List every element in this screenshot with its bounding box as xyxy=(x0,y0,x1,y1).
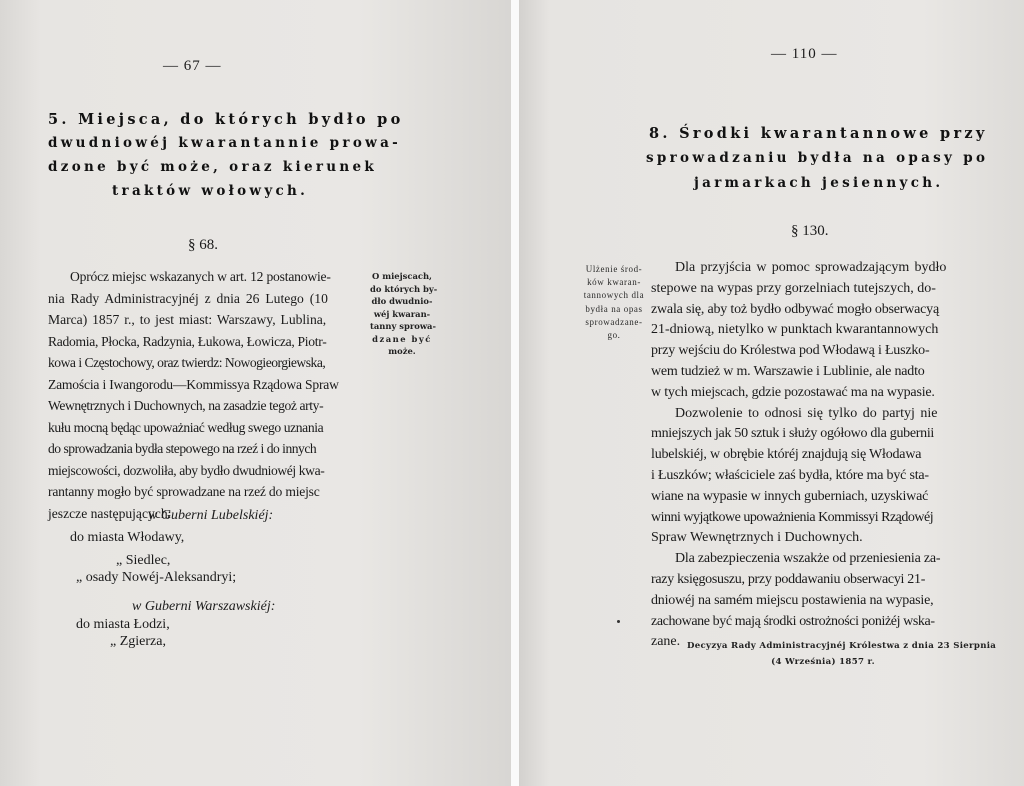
text-line: stepowe na wypas przy gorzelniach tutejszych, do- xyxy=(651,280,936,296)
margin-note-line: bydła na opas xyxy=(585,303,643,314)
heading-line: jarmarkach jesiennych. xyxy=(694,175,944,191)
text-line: przy wejściu do Królestwa pod Włodawą i Łuszko- xyxy=(651,343,930,359)
text-line: wem tudzież w m. Warszawie i Lublinie, ale nadto xyxy=(651,363,925,379)
margin-note-line: go. xyxy=(607,330,621,341)
right-page xyxy=(519,0,1024,786)
text-line: w tych miejscach, gdzie pozostawać ma na wypasie. xyxy=(651,384,935,400)
margin-note-line: dzane być xyxy=(372,333,432,344)
list-item: „ Siedlec, xyxy=(116,553,171,568)
paragraph-number: § 130. xyxy=(791,223,829,239)
page-number: — 67 — xyxy=(163,58,222,74)
text-line: zane. xyxy=(651,634,681,650)
margin-note-line: dło dwudnio- xyxy=(371,296,433,306)
text-line: kułu mocną będąc upoważniać według swego uznania xyxy=(48,419,324,435)
heading-line: 8. Środki kwarantannowe przy xyxy=(649,125,988,142)
heading-line: sprowadzaniu bydła na opasy po xyxy=(646,150,989,166)
gubernia-heading: w Guberni Lubelskiéj: xyxy=(148,508,274,523)
margin-note-line: sprowadzane- xyxy=(585,316,643,327)
left-page xyxy=(0,0,511,786)
text-line: 21-dniową, nietylko w punktach kwarantannowych xyxy=(651,322,939,338)
text-line: Marca) 1857 r., to jest miast: Warszawy, Lublina, xyxy=(48,312,327,327)
text-line: wiane na wypasie w innych guberniach, uzyskiwać xyxy=(651,488,929,504)
text-line: i Łuszków; właściciele zaś bydła, które ma być sta- xyxy=(651,467,929,483)
text-line: razy księgosuszu, przy poddawaniu obserwacyi 21- xyxy=(651,571,926,587)
text-line: Radomia, Płocka, Radzynia, Łukowa, Łowicza, Piotr- xyxy=(48,333,327,349)
heading-line: dwudniowéj kwarantannie prowa- xyxy=(48,135,402,151)
body-text xyxy=(48,266,364,524)
list-item: „ Zgierza, xyxy=(110,634,166,649)
text-line: kowa i Częstochowy, oraz twierdz: Nowogieorgiewska, xyxy=(48,355,326,370)
margin-note-line: tanny sprowa- xyxy=(370,321,436,331)
text-line: Zamościa i Iwangorodu—Kommissya Rządowa Spraw xyxy=(48,376,339,392)
text-line: zachowane być mają środki ostrożności poniżéj wska- xyxy=(651,613,935,629)
margin-note xyxy=(577,263,651,342)
body-text xyxy=(651,258,997,653)
list-item: „ osady Nowéj-Aleksandryi; xyxy=(76,570,237,585)
margin-note-line: wéj kwaran- xyxy=(373,308,431,319)
text-line: Spraw Wewnętrznych i Duchownych. xyxy=(651,530,863,546)
heading-line: 5. Miejsca, do których bydło po xyxy=(48,111,404,128)
page-number: — 110 — xyxy=(771,46,838,62)
text-line: zwala się, aby toż bydło odbywać mogło obserwacyą xyxy=(651,301,939,317)
text-line: nia Rady Administracyjnéj z dnia 26 Lutego (10 xyxy=(48,290,328,306)
list-item: do miasta Włodawy, xyxy=(70,530,185,545)
footnote-line: Decyzya Rady Administracyjnéj Królestwa z dnia 23 Sierpnia xyxy=(687,641,997,651)
margin-note-line: może. xyxy=(388,346,416,356)
text-line: Dozwolenie to odnosi się tylko do partyj nie xyxy=(675,405,938,421)
text-line: lubelskiéj, w obrębie któréj znajdują się Włodawa xyxy=(651,447,922,463)
heading-line: dzone być może, oraz kierunek xyxy=(48,159,378,175)
margin-note-line: Ulżenie środ- xyxy=(585,264,643,274)
text-line: rantanny mogło być sprowadzane na rzeź do miejsc xyxy=(48,484,320,499)
text-line: mniejszych jak 50 sztuk i służy ogółowo dla gubernii xyxy=(651,426,935,442)
margin-note-line: tannowych dla xyxy=(583,290,645,301)
heading-line: traktów wołowych. xyxy=(112,183,309,199)
text-line: jeszcze następujących: xyxy=(48,505,172,521)
footnote-line: (4 Września) 1857 r. xyxy=(771,657,875,667)
margin-note-line: ków kwaran- xyxy=(587,277,641,288)
text-line: Dla zabezpieczenia wszakże od przeniesienia za- xyxy=(675,551,941,567)
gubernia-heading: w Guberni Warszawskiéj: xyxy=(132,599,276,614)
margin-note xyxy=(370,270,438,358)
page-gutter xyxy=(511,0,519,786)
footnote xyxy=(687,638,997,670)
text-line: miejscowości, dozwoliła, aby bydło dwudniowéj kwa- xyxy=(48,462,325,478)
text-line: dniowéj na samém miejscu postawienia na wypasie, xyxy=(651,592,934,608)
margin-note-line: O miejscach, xyxy=(372,271,432,281)
text-line: Dla przyjścia w pomoc sprowadzającym bydło xyxy=(675,260,947,275)
ink-speck xyxy=(617,620,620,623)
text-line: winni wyjątkowe upoważnienia Kommissyi Rządowéj xyxy=(651,509,934,525)
text-line: do sprowadzania bydła stepowego na rzeź i do innych xyxy=(48,441,317,456)
text-line: Oprócz miejsc wskazanych w art. 12 postanowie- xyxy=(70,269,331,284)
margin-note-line: do których by- xyxy=(370,283,438,294)
text-line: Wewnętrznych i Duchownych, na zasadzie tegoż arty- xyxy=(48,398,324,413)
paragraph-number: § 68. xyxy=(188,237,218,253)
list-item: do miasta Łodzi, xyxy=(76,617,170,632)
